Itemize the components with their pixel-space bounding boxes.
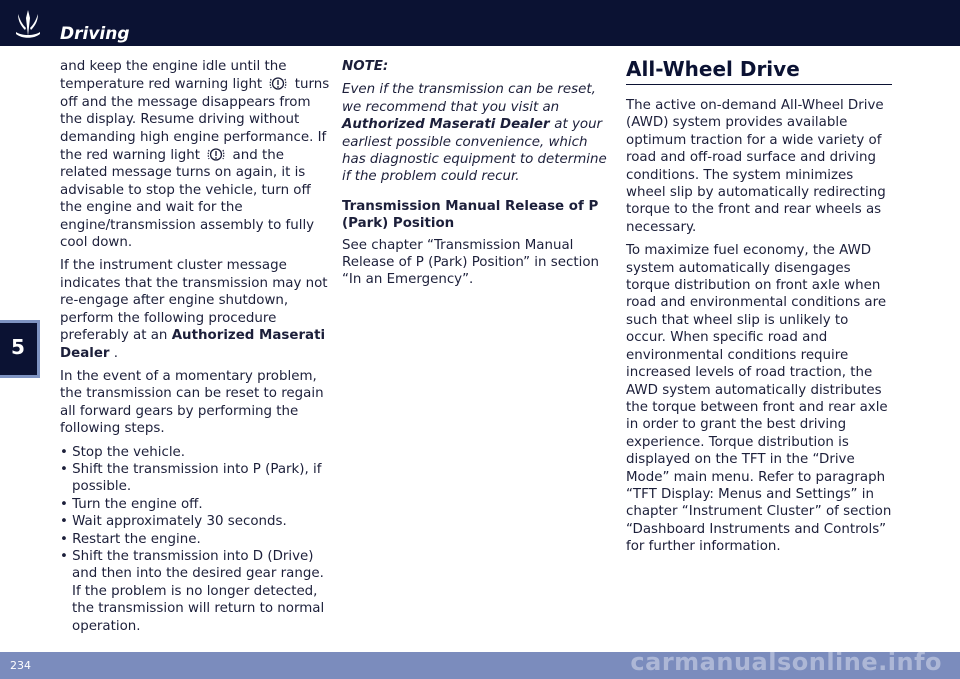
page-number: 234: [10, 659, 31, 672]
dealer-emphasis: Authorized Maserati Dealer: [342, 117, 550, 133]
section-title: All-Wheel Drive: [626, 58, 892, 85]
paragraph-instrument-cluster: If the instrument cluster message indicates that the transmission may not re-engage after engine shutdown, perform the following procedure preferably at an Authorized Maserati Dealer .: [60, 258, 328, 361]
middle-column: [342, 58, 610, 295]
subsection-heading: Transmission Manual Release of P (Park) Position: [342, 198, 599, 232]
paragraph-warning-light: and keep the engine idle until the temperature red warning light turns off and the message disappears from the display. Resume driving without demanding high engine performance. If the red warning light and the related message turns on again, it is advisable to stop the vehicle, turn off the engine and wait for the engine/transmission assembly to fully cool down.: [60, 59, 330, 251]
list-item: • Wait approximately 30 seconds.: [60, 513, 332, 530]
dealer-emphasis: Authorized Maserati Dealer: [60, 328, 326, 361]
paragraph-awd-intro: The active on-demand All-Wheel Drive (AWD) system provides available optimum traction for a wide variety of road and off-road surface and driving conditions. The system minimizes wheel slip by automatically redirecting torque to the front and rear wheels as necessary.: [626, 98, 886, 235]
right-column: [626, 58, 892, 562]
footer-bar: [0, 648, 960, 679]
paragraph-awd-economy: To maximize fuel economy, the AWD system automatically disengages torque distribution on front axle when road and environmental conditions are such that wheel slip is unlikely to occur. When specific road and environmental conditions require increased levels of road traction, the AWD system automatically distributes the torque between front and rear axle in order to grant the best driving experience. Torque distribution is displayed on the TFT in the “Drive Mode” main menu. Refer to paragraph “TFT Display: Menus and Settings” in chapter “Instrument Cluster” of section “Dashboard Instruments and Controls” for further information.: [626, 243, 892, 555]
chapter-tab: [0, 320, 40, 378]
list-item: • Shift the transmission into D (Drive) and then into the desired gear range. If the problem is no longer detected, the transmission will return to normal operation.: [60, 548, 332, 635]
note-text: Even if the transmission can be reset, we recommend that you visit an Authorized Maserati Dealer at your earliest possible convenience, which has diagnostic equipment to determine if the problem could recur.: [342, 82, 607, 185]
list-item: • Shift the transmission into P (Park), if possible.: [60, 461, 332, 496]
watermark: carmanualsonline.info: [630, 648, 942, 676]
transmission-temperature-warning-icon: [207, 146, 225, 163]
chapter-title: Driving: [60, 24, 130, 44]
list-item: • Stop the vehicle.: [60, 444, 332, 461]
list-item: • Turn the engine off.: [60, 496, 332, 513]
chapter-number: 5: [11, 335, 25, 359]
left-column: [60, 58, 332, 635]
note-label: NOTE:: [342, 59, 389, 74]
paragraph-manual-release: See chapter “Transmission Manual Release of P (Park) Position” in section “In an Emergency”.: [342, 237, 600, 288]
paragraph-reset: In the event of a momentary problem, the transmission can be reset to regain all forward gears by performing the following steps.: [60, 368, 324, 437]
transmission-temperature-warning-icon: [269, 75, 287, 92]
reset-steps-list: [60, 444, 332, 635]
list-item: • Restart the engine.: [60, 531, 332, 548]
trident-logo-icon: [8, 6, 48, 42]
header-bar: [0, 0, 960, 46]
